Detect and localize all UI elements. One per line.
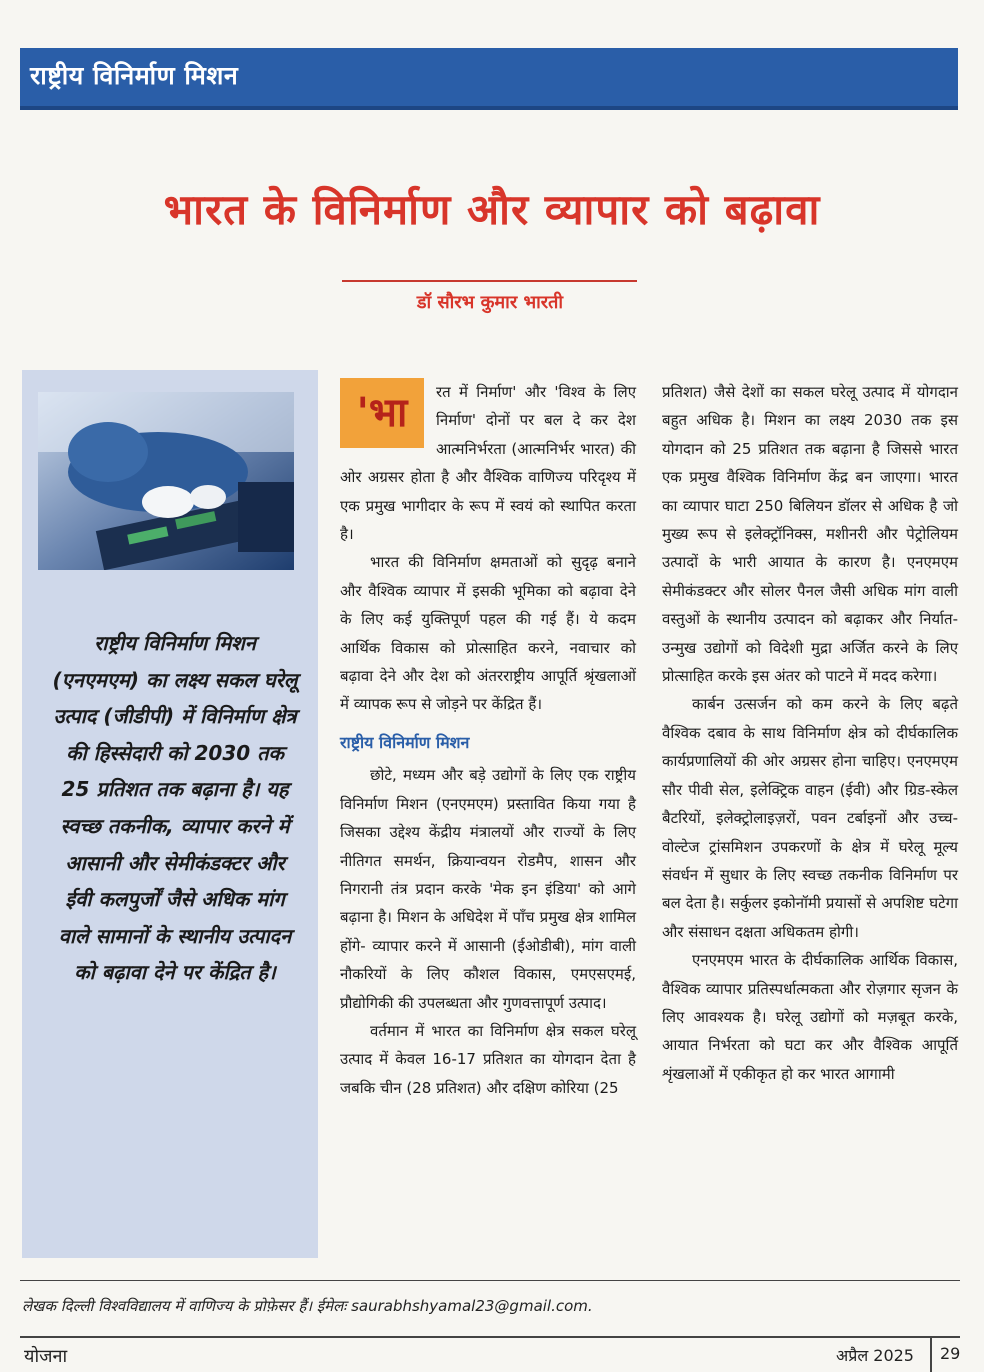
paragraph: भारत की विनिर्माण क्षमताओं को सुदृढ़ बनाने और वैश्विक व्यापार में इसकी भूमिका को बढ़ावा देने के लिए कई युक्तिपूर्ण पहल की गई हैं। ये कदम आर्थिक विकास को प्रोत्साहित करने, नवाचार को बढ़ावा देने और देश को अंतरराष्ट्रीय आपूर्ति श्रृंखलाओं में व्यापक रूप से जोड़ने पर केंद्रित हैं। [340, 553, 636, 714]
author-footnote: लेखक दिल्ली विश्वविद्यालय में वाणिज्य के प्रोफ़ेसर हैं। ईमेलः saurabhshyamal23@gmail.com. [22, 1297, 593, 1315]
paragraph: रत में निर्माण' और 'विश्व के लिए निर्माण' दोनों पर बल दे कर देश आत्मनिर्भरता (आत्मनिर्भर भारत) की ओर अग्रसर होता है और वैश्विक वाणिज्य परिदृश्य में एक प्रमुख भागीदार के रूप में स्वयं को स्थापित करता है। [340, 383, 636, 544]
drop-cap: 'भा [340, 378, 424, 448]
paragraph: प्रतिशत) जैसे देशों का सकल घरेलू उत्पाद में योगदान बहुत अधिक है। मिशन का लक्ष्य 2030 तक इस योगदान को 25 प्रतिशत तक बढ़ाना है जिससे भारत एक प्रमुख वैश्विक विनिर्माण केंद्र बन जाएगा। भारत का व्यापार घाटा 250 बिलियन डॉलर से अधिक है जो मुख्य रूप से इलेक्ट्रॉनिक्स, मशीनरी और पेट्रोलियम उत्पादों के भारी आयात के कारण है। एनएमएम सेमीकंडक्टर और सोलर पैनल जैसी अधिक मांग वाली वस्तुओं के स्थानीय उत्पादन को बढ़ाकर और निर्यात-उन्मुख उद्योगों को विदेशी मुद्रा अर्जित करने के लिए प्रोत्साहित करके इस अंतर को पाटने में मदद करेगा। [662, 383, 958, 686]
section-header-bar [20, 48, 958, 110]
factory-workers-photo [38, 392, 294, 570]
page-number-divider [930, 1338, 932, 1372]
article-column-1 [340, 378, 636, 1102]
footer-divider [20, 1336, 960, 1338]
footnote-divider [20, 1280, 960, 1281]
section-label: राष्ट्रीय विनिर्माण मिशन [30, 61, 239, 90]
author-byline: डॉ सौरभ कुमार भारती [416, 292, 564, 313]
article-title: भारत के विनिर्माण और व्यापार को बढ़ावा [163, 185, 821, 234]
subheading: राष्ट्रीय विनिर्माण मिशन [340, 732, 470, 752]
article-column-2 [662, 378, 958, 1088]
byline-divider [342, 280, 637, 282]
paragraph: एनएमएम भारत के दीर्घकालिक आर्थिक विकास, वैश्विक व्यापार प्रतिस्पर्धात्मकता और रोज़गार सृजन के लिए आवश्यक है। घरेलू उद्योगों को मज़बूत करके, आयात निर्भरता को घटा कर और वैश्विक आपूर्ति शृंखलाओं में एकीकृत हो कर भारत आगामी [662, 951, 958, 1083]
paragraph: कार्बन उत्सर्जन को कम करने के लिए बढ़ते वैश्विक दबाव के साथ विनिर्माण क्षेत्र को दीर्घकालिक कार्यप्रणालियों की ओर अग्रसर होना चाहिए। एनएमएम सौर पीवी सेल, इलेक्ट्रिक वाहन (ईवी) और ग्रिड-स्केल बैटरियों, इलेक्ट्रोलाइज़रों, पवन टर्बाइनों और उच्च-वोल्टेज ट्रांसमिशन उपकरणों के क्षेत्र में घरेलू मूल्य संवर्धन में सुधार के लिए स्वच्छ तकनीक विनिर्माण पर बल देता है। सर्कुलर इकोनॉमी प्रयासों से अपशिष्ट घटेगा और संसाधन दक्षता अधिकतम होगी। [662, 695, 958, 941]
sidebar-panel [22, 370, 318, 1258]
paragraph: छोटे, मध्यम और बड़े उद्योगों के लिए एक राष्ट्रीय विनिर्माण मिशन (एनएमएम) प्रस्तावित किया गया है जिसका उद्देश्य केंद्रीय मंत्रालयों और राज्यों के लिए नीतिगत समर्थन, क्रियान्वयन रोडमैप, शासन और निगरानी तंत्र प्रदान करके 'मेक इन इंडिया' को आगे बढ़ाना है। मिशन के अधिदेश में पाँच प्रमुख क्षेत्र शामिल होंगे- व्यापार करने में आसानी (ईओडीबी), मांग वाली नौकरियों के लिए कौशल विकास, एमएसएमई, प्रौद्योगिकी की उपलब्धता और गुणवत्तापूर्ण उत्पाद। [340, 766, 636, 1012]
paragraph: वर्तमान में भारत का विनिर्माण क्षेत्र सकल घरेलू उत्पाद में केवल 16-17 प्रतिशत का योगदान देता है जबकि चीन (28 प्रतिशत) और दक्षिण कोरिया (25 [340, 1021, 636, 1097]
magazine-name: योजना [24, 1346, 68, 1367]
sidebar-pull-quote: राष्ट्रीय विनिर्माण मिशन (एनएमएम) का लक्ष्य सकल घरेलू उत्पाद (जीडीपी) में विनिर्माण क्षेत्र की हिस्सेदारी को 2030 तक 25 प्रतिशत तक बढ़ाना है। यह स्वच्छ तकनीक, व्यापार करने में आसानी और सेमीकंडक्टर और ईवी कलपुर्जों जैसे अधिक मांग वाले सामानों के स्थानीय उत्पादन को बढ़ावा देने पर केंद्रित है। [52, 631, 298, 985]
issue-date: अप्रैल 2025 [836, 1346, 914, 1365]
page-number: 29 [940, 1344, 961, 1363]
